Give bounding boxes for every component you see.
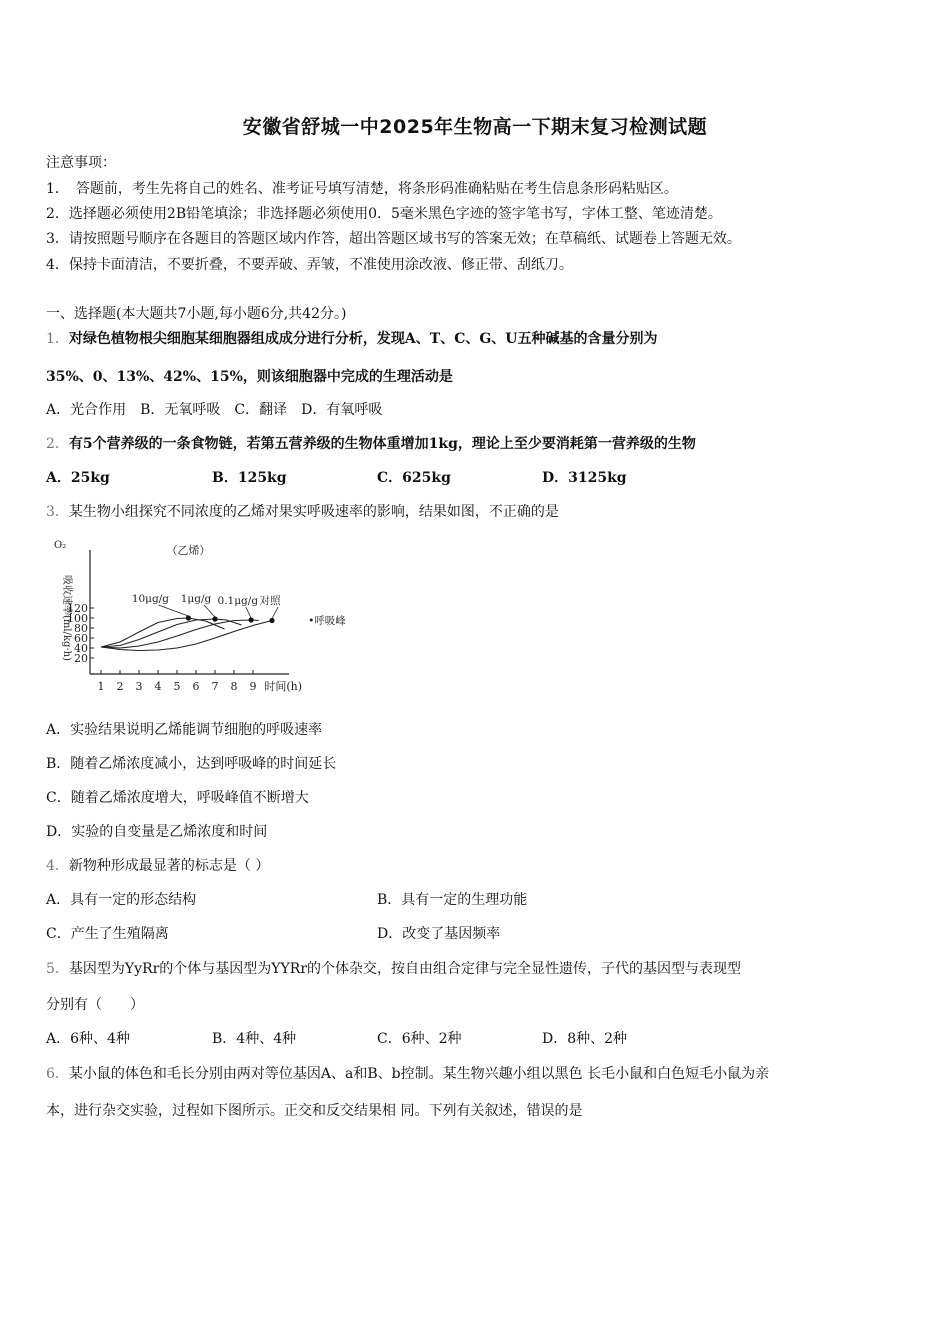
- question-6-text: 某小鼠的体色和毛长分别由两对等位基因A、a和B、b控制。某生物兴趣小组以黑色 长毛小鼠和白色短毛小鼠为亲: [68, 1066, 770, 1082]
- question-4-option-b: B．具有一定的生理功能: [377, 892, 528, 908]
- series-label-3: 对照: [259, 595, 281, 607]
- question-3: [46, 501, 559, 521]
- series-leader-1: [204, 605, 215, 617]
- chart-labels: [54, 540, 346, 693]
- question-2-number: 2．: [46, 436, 69, 452]
- series-label-0: 10μg/g: [131, 593, 169, 605]
- chart-title: （乙烯）: [166, 544, 211, 557]
- x-tick-label: 2: [116, 680, 124, 693]
- series-line-0: [101, 618, 225, 647]
- notice-item-4: 4．保持卡面清洁，不要折叠，不要弄破、弄皱，不准使用涂改液、修正带、刮纸刀。: [46, 257, 573, 273]
- y-tick-label: 80: [74, 622, 88, 635]
- peak-point-0: [186, 615, 191, 620]
- section-heading: 一、选择题(本大题共7小题,每小题6分,共42分。): [46, 306, 347, 322]
- series-leader-2: [246, 607, 251, 618]
- x-tick-label: 1: [97, 680, 105, 693]
- question-4-option-a: A．具有一定的形态结构: [46, 892, 197, 908]
- page-title: 安徽省舒城一中2025年生物高一下期末复习检测试题: [242, 116, 708, 138]
- question-3-option-c: C．随着乙烯浓度增大，呼吸峰值不断增大: [46, 790, 309, 806]
- y-tick-label: 20: [74, 652, 88, 665]
- question-6-text-cont: 本，进行杂交实验，过程如下图所示。正交和反交结果相 同。下列有关叙述，错误的是: [46, 1103, 583, 1119]
- series-leader-0: [158, 605, 188, 616]
- question-6-number: 6．: [46, 1066, 69, 1082]
- x-tick-label: 4: [154, 680, 162, 693]
- question-2-option-d: D．3125kg: [542, 470, 627, 486]
- notice-item-1: 1． 答题前，考生先将自己的姓名、准考证号填写清楚，将条形码准确粘贴在考生信息条形码粘贴区。: [46, 181, 678, 197]
- question-5-number: 5．: [46, 961, 69, 977]
- question-4-text: 新物种形成最显著的标志是（ ）: [68, 858, 270, 874]
- series-leader-3: [272, 607, 278, 619]
- series-label-2: 0.1μg/g: [217, 595, 259, 607]
- peak-point-1: [212, 616, 217, 621]
- question-2-option-a: A．25kg: [46, 470, 110, 486]
- question-5-option-d: D．8种、2种: [542, 1031, 628, 1047]
- y-tick-label: 120: [67, 602, 88, 615]
- question-1-options: A．光合作用 B．无氧呼吸 C．翻译 D．有氧呼吸: [46, 402, 383, 418]
- y-axis-label: 吸收速率(ml/kg·h): [61, 575, 72, 661]
- peak-point-3: [269, 618, 274, 623]
- question-5-option-c: C．6种、2种: [377, 1031, 462, 1047]
- question-4-option-c: C．产生了生殖隔离: [46, 926, 169, 942]
- question-4: [46, 855, 269, 875]
- question-2-text: 有5个营养级的一条食物链，若第五营养级的生物体重增加1kg，理论上至少要消耗第一营养级的生物: [68, 436, 696, 452]
- question-3-option-b: B．随着乙烯浓度减小，达到呼吸峰的时间延长: [46, 756, 337, 772]
- question-5-text-cont: 分别有（ ）: [46, 997, 144, 1013]
- question-5-option-a: A．6种、4种: [46, 1031, 130, 1047]
- x-tick-label: 6: [192, 680, 200, 693]
- question-2: [46, 433, 696, 453]
- question-5-text: 基因型为YyRr的个体与基因型为YYRr的个体杂交，按自由组合定律与完全显性遗传，子代的基因型与表现型: [68, 961, 742, 977]
- y-axis-top-label: O₂: [54, 540, 67, 551]
- chart-curves: [101, 615, 275, 650]
- y-tick-label: 60: [74, 632, 88, 645]
- x-tick-label: 5: [173, 680, 181, 693]
- question-1-text: 对绿色植物根尖细胞某细胞器组成成分进行分析，发现A、T、C、G、U五种碱基的含量分别为: [68, 331, 658, 347]
- question-3-option-a: A．实验结果说明乙烯能调节细胞的呼吸速率: [46, 722, 323, 738]
- notice-item-2: 2．选择题必须使用2B铅笔填涂；非选择题必须使用0．5毫米黑色字迹的签字笔书写，字体工整、笔迹清楚。: [46, 206, 722, 222]
- notice-item-3: 3．请按照题号顺序在各题目的答题区域内作答，超出答题区域书写的答案无效；在草稿纸、试题卷上答题无效。: [46, 231, 741, 247]
- series-label-1: 1μg/g: [180, 593, 212, 605]
- question-5-option-b: B．4种、4种: [212, 1031, 297, 1047]
- series-line-3: [101, 621, 272, 651]
- question-4-option-d: D．改变了基因频率: [377, 926, 501, 942]
- question-4-number: 4．: [46, 858, 69, 874]
- question-1-text-cont: 35%、0、13%、42%、15%，则该细胞器中完成的生理活动是: [46, 369, 453, 385]
- y-tick-label: 100: [67, 612, 88, 625]
- notice-heading: 注意事项：: [46, 155, 116, 171]
- chart-legend: •呼吸峰: [308, 615, 346, 627]
- question-1: [46, 328, 658, 348]
- question-2-option-b: B．125kg: [212, 470, 287, 486]
- x-tick-label: 8: [230, 680, 238, 693]
- peak-point-2: [249, 617, 254, 622]
- question-3-option-d: D．实验的自变量是乙烯浓度和时间: [46, 824, 268, 840]
- question-3-text: 某生物小组探究不同浓度的乙烯对果实呼吸速率的影响，结果如图，不正确的是: [68, 504, 559, 520]
- ethylene-respiration-chart: [46, 536, 376, 696]
- x-tick-label: 7: [211, 680, 219, 693]
- question-1-number: 1．: [46, 331, 69, 347]
- question-6: [46, 1063, 769, 1083]
- y-tick-label: 40: [74, 642, 88, 655]
- chart-axes: [67, 550, 289, 693]
- x-tick-label: 3: [135, 680, 143, 693]
- question-5: [46, 958, 741, 978]
- x-tick-label: 9: [249, 680, 257, 693]
- x-axis-label: 时间(h): [264, 680, 303, 693]
- question-3-number: 3．: [46, 504, 69, 520]
- question-2-option-c: C．625kg: [377, 470, 451, 486]
